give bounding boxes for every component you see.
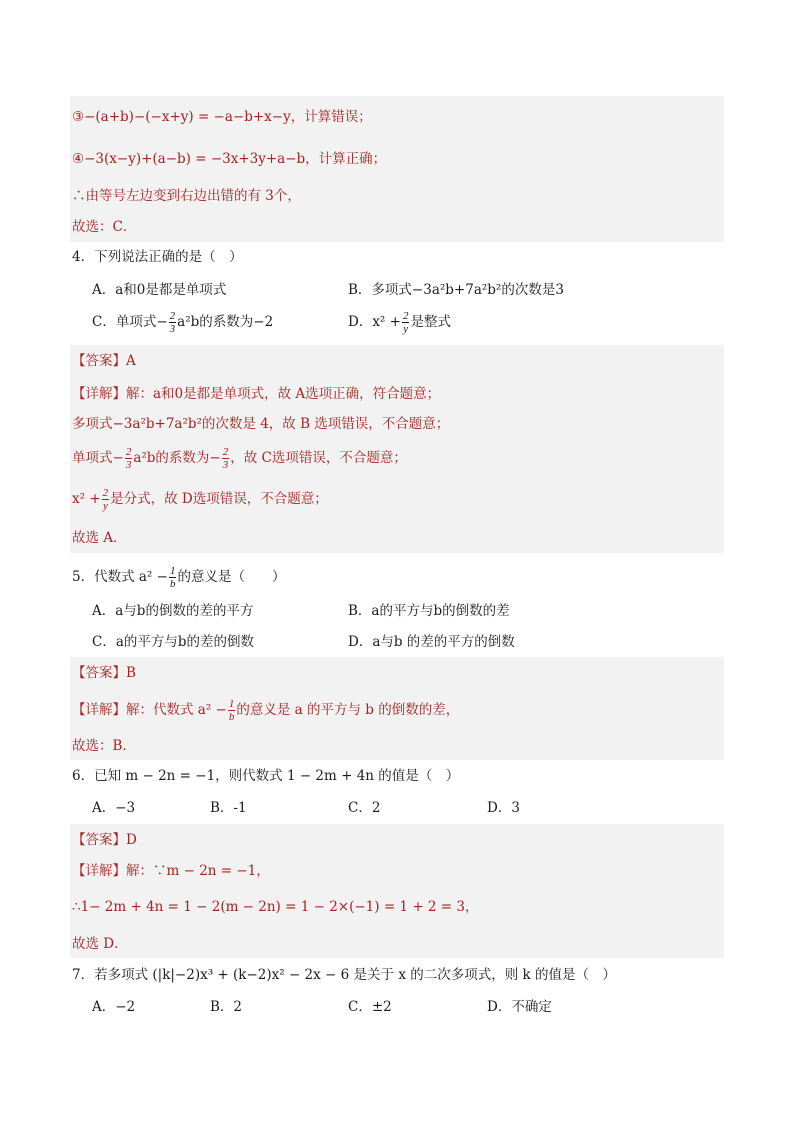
q4-detail-3-numerator: 2: [125, 446, 132, 458]
q5-stem: [72, 565, 285, 590]
q4-detail-3-numerator-2: 2: [222, 446, 229, 458]
q7-option-b: B．2: [210, 999, 243, 1015]
q4-answer-value: A: [126, 353, 136, 369]
q5-option-d: D．a与b 的差的平方的倒数: [348, 634, 515, 650]
q4-option-d-denominator: y: [403, 323, 409, 335]
q4-option-d-pre: D．x² +: [348, 314, 401, 330]
q5-stem-pre: 5．代数式 a² −: [72, 569, 168, 585]
q4-option-c-pre: C．单项式−: [92, 314, 168, 330]
q4-option-c: [92, 310, 273, 335]
q5-detail: [72, 698, 459, 723]
q4-option-c-numerator: 2: [169, 310, 176, 322]
q5-answer: [72, 664, 136, 682]
q6-option-d: D．3: [487, 800, 520, 816]
q7-option-c: C．±2: [348, 999, 392, 1015]
q4-detail-2: 多项式−3a²b+7a²b²的次数是 4，故 B 选项错误，不合题意；: [72, 416, 450, 432]
q4-detail-3-post: ，故 C选项错误，不合题意；: [230, 450, 407, 466]
q4-detail-4-denominator: y: [102, 500, 108, 512]
q6-option-c: C．2: [348, 800, 381, 816]
q5-answer-value: B: [126, 665, 136, 681]
q6-stem: 6．已知 m − 2n = −1，则代数式 1 − 2m + 4n 的值是（ ）: [72, 768, 460, 784]
q6-option-b: B．-1: [210, 800, 247, 816]
q4-option-d-fraction: [402, 310, 410, 335]
q3-step-4: ④−3(x−y)+(a−b) = −3x+3y+a−b，计算正确；: [72, 151, 387, 167]
q4-answer-label: 【答案】: [72, 353, 126, 369]
q6-detail-label: 【详解】: [72, 863, 126, 879]
q4-detail-4-fraction: [102, 487, 110, 512]
q5-detail-pre: 解：代数式 a² −: [126, 702, 227, 718]
q4-detail-4-pre: x² +: [72, 491, 101, 507]
q6-answer-label: 【答案】: [72, 832, 126, 848]
q5-stem-numerator: 1: [169, 565, 176, 577]
q6-answer-value: D: [126, 832, 137, 848]
q4-choose: 故选 A．: [72, 530, 127, 546]
q4-detail-3-mid: a²b的系数为−: [133, 450, 221, 466]
q5-answer-label: 【答案】: [72, 665, 126, 681]
q4-option-c-fraction: [169, 310, 177, 335]
q5-option-a: A．a与b的倒数的差的平方: [92, 603, 254, 619]
q7-option-d: D．不确定: [487, 999, 552, 1015]
q5-stem-fraction: [169, 565, 177, 590]
q4-detail-3-fraction-2: [222, 446, 230, 471]
q3-choose: 故选：C．: [72, 219, 137, 235]
q4-detail-4: [72, 487, 328, 512]
q5-stem-post: 的意义是（ ）: [177, 569, 286, 585]
q4-option-d-numerator: 2: [402, 310, 409, 322]
q4-detail-3-pre: 单项式−: [72, 450, 124, 466]
q3-conclusion: ∴由等号左边变到右边出错的有 3个，: [72, 188, 301, 204]
q6-answer: [72, 831, 137, 849]
q5-option-b: B．a的平方与b的倒数的差: [348, 603, 510, 619]
q4-detail-1-text: 解：a和0是都是单项式，故 A选项正确，符合题意；: [126, 386, 441, 402]
q4-detail-3-denominator-2: 3: [222, 459, 229, 471]
q4-detail-label: 【详解】: [72, 386, 126, 402]
q3-step-3: ③−(a+b)−(−x+y) = −a−b+x−y，计算错误；: [72, 109, 372, 125]
q4-detail-3-fraction: [125, 446, 133, 471]
q6-detail-2: ∴1− 2m + 4n = 1 − 2(m − 2n) = 1 − 2×(−1) = 1 + 2 = 3，: [72, 899, 479, 915]
q4-option-a: A．a和0是都是单项式: [92, 282, 227, 298]
q5-detail-label: 【详解】: [72, 702, 126, 718]
q4-answer: [72, 352, 136, 370]
q5-detail-numerator: 1: [228, 698, 235, 710]
q4-option-d-post: 是整式: [410, 314, 451, 330]
q7-stem: 7．若多项式 (|k|−2)x³ + (k−2)x² − 2x − 6 是关于 x 的二次多项式，则 k 的值是（ ）: [72, 967, 616, 983]
q5-option-c: C．a的平方与b的差的倒数: [92, 634, 255, 650]
q5-choose: 故选：B．: [72, 738, 136, 754]
q4-option-d: [348, 310, 451, 335]
q4-option-c-denominator: 3: [169, 323, 176, 335]
q4-detail-3-denominator: 3: [125, 459, 132, 471]
q5-detail-fraction: [228, 698, 236, 723]
q5-stem-denominator: b: [169, 578, 176, 590]
q6-detail-1: [72, 862, 270, 880]
q6-choose: 故选 D．: [72, 936, 128, 952]
q4-stem: 4．下列说法正确的是（ ）: [72, 249, 243, 265]
q4-detail-4-post: 是分式，故 D选项错误，不合题意；: [110, 491, 328, 507]
q7-option-a: A．−2: [92, 999, 136, 1015]
q4-detail-4-numerator: 2: [102, 487, 109, 499]
q6-detail-1-text: 解：∵m − 2n = −1，: [126, 863, 270, 879]
q5-detail-denominator: b: [228, 711, 235, 723]
q4-detail-1: [72, 385, 440, 403]
q6-answer-block: [70, 824, 724, 958]
q5-detail-post: 的意义是 a 的平方与 b 的倒数的差，: [236, 702, 460, 718]
q6-option-a: A．−3: [92, 800, 136, 816]
q4-option-c-post: a²b的系数为−2: [177, 314, 274, 330]
q4-detail-3: [72, 446, 407, 471]
q4-option-b: B．多项式−3a²b+7a²b²的次数是3: [348, 282, 564, 298]
